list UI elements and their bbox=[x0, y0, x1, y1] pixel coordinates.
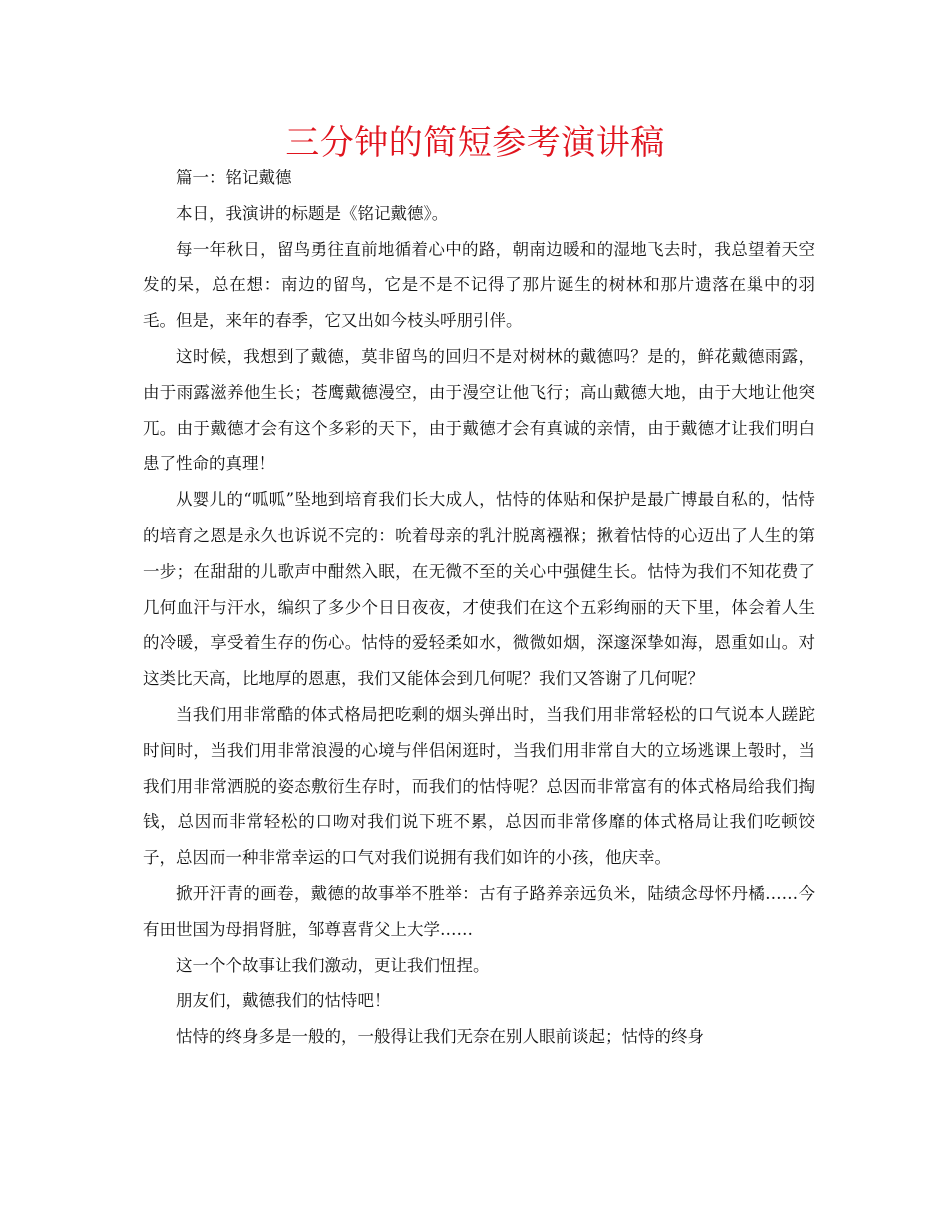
paragraph: 当我们用非常酷的体式格局把吃剩的烟头弹出时，当我们用非常轻松的口气说本人蹉跎时间时，当我们用非常浪漫的心境与伴侣闲逛时，当我们用非常自大的立场逃课上彀时，当我们用非常洒脱的姿态敷衍生存时，而我们的怙恃呢？总因而非常富有的体式格局给我们掏钱，总因而非常轻松的口吻对我们说下班不累，总因而非常侈靡的体式格局让我们吃顿饺子，总因而一种非常幸运的口气对我们说拥有我们如许的小孩，他庆幸。 bbox=[143, 704, 815, 868]
document-title: 三分钟的简短参考演讲稿 bbox=[285, 123, 665, 163]
paragraph: 本日，我演讲的标题是《铭记戴德》。 bbox=[176, 203, 449, 223]
paragraph: 从婴儿的“呱呱”坠地到培育我们长大成人，怙恃的体贴和保护是最广博最自私的，怙恃的培育之恩是永久也诉说不完的：吮着母亲的乳汁脱离襁褓；揪着怙恃的心迈出了人生的第一步；在甜甜的儿歌声中酣然入眠，在无微不至的关心中强健生长。怙恃为我们不知花费了几何血汗与汗水，编织了多少个日日夜夜，才使我们在这个五彩绚丽的天下里，体会着人生的冷暖，享受着生存的伤心。怙恃的爱轻柔如水，微微如烟，深邃深挚如海，恩重如山。对这类比天高，比地厚的恩惠，我们又能体会到几何呢？我们又答谢了几何呢？ bbox=[143, 490, 815, 689]
paragraph: 怙恃的终身多是一般的，一般得让我们无奈在别人眼前谈起；怙恃的终身 bbox=[176, 1027, 704, 1047]
paragraph: 朋友们，戴德我们的怙恃吧！ bbox=[176, 991, 391, 1011]
document-body bbox=[143, 160, 815, 1055]
paragraph: 每一年秋日，留鸟勇往直前地循着心中的路，朝南边暖和的湿地飞去时，我总望着天空发的呆，总在想：南边的留鸟，它是不是不记得了那片诞生的树林和那片遗落在巢中的羽毛。但是，来年的春季，它又出如今枝头呼朋引伴。 bbox=[143, 239, 815, 331]
paragraph-section-heading: 篇一：铭记戴德 bbox=[176, 168, 292, 187]
paragraph: 这一个个故事让我们激动，更让我们忸捏。 bbox=[176, 955, 490, 975]
paragraph: 掀开汗青的画卷，戴德的故事举不胜举：古有子路养亲远负米，陆绩念母怀丹橘……今有田世国为母捐肾脏，邹尊喜背父上大学…… bbox=[143, 883, 815, 939]
paragraph: 这时候，我想到了戴德，莫非留鸟的回归不是对树林的戴德吗？是的，鲜花戴德雨露，由于雨露滋养他生长；苍鹰戴德漫空，由于漫空让他飞行；高山戴德大地，由于大地让他突兀。由于戴德才会有这个多彩的天下，由于戴德才会有真诚的亲情，由于戴德才让我们明白患了性命的真理！ bbox=[143, 346, 815, 474]
